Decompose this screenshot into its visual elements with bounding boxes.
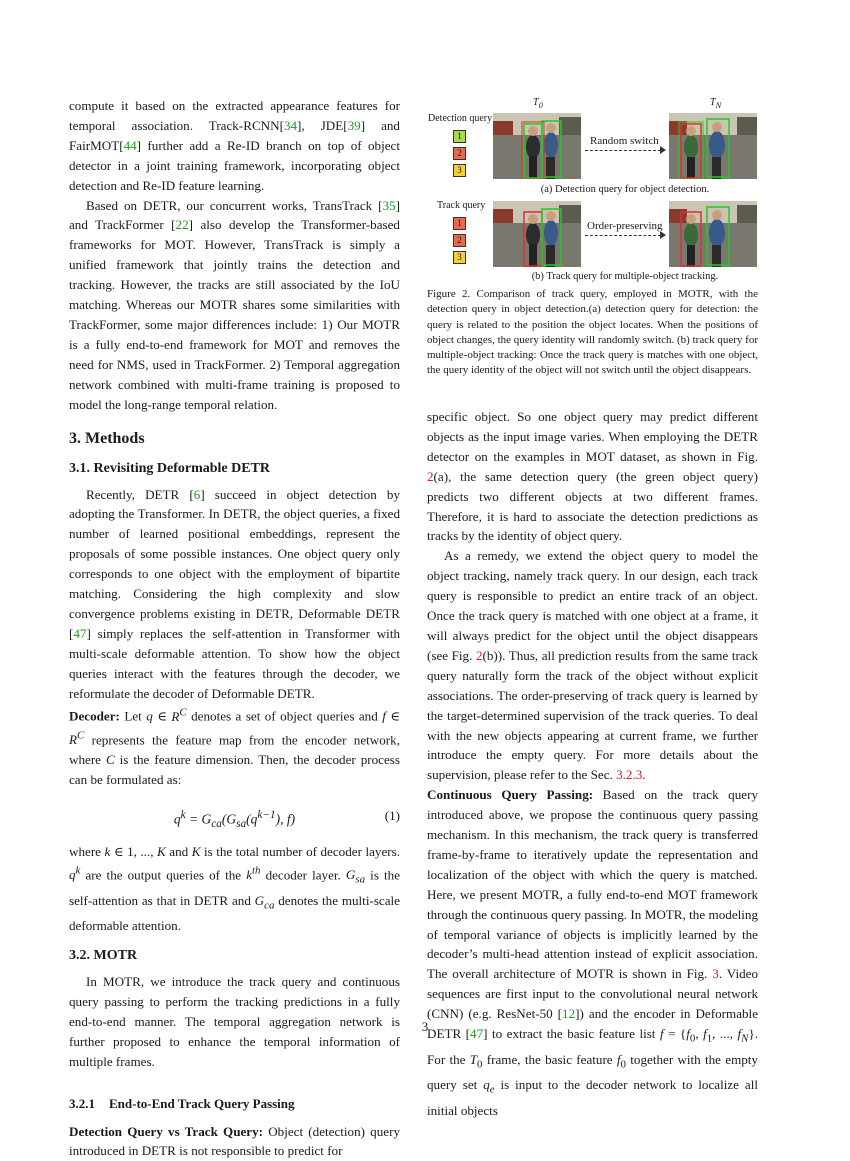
order-preserving-arrow (585, 235, 661, 236)
detection-query-boxes (453, 130, 466, 181)
section-heading: 3. Methods (69, 429, 145, 447)
query-box: 2 (453, 234, 466, 247)
frame-tn-track-image (669, 201, 757, 267)
subcaption-b: (b) Track query for multiple-object tracking. (531, 271, 719, 282)
track-query-label: Track query (437, 200, 486, 211)
frame-t0-track-image (493, 201, 581, 267)
paragraph: specific object. So one object query may predict different objects as the input image varies. When employing the DETR detector on the examples in MOT dataset, as shown in Fig. 2(a), the same detection query (the green object query) predicts two different objects at two different frames. Therefore, it is hard to associate the detection predictions as tracks by the identity of object query. (427, 409, 758, 544)
detection-query-label: Detection query (428, 113, 493, 124)
paragraph: Detection Query vs Track Query: Object (detection) query introduced in DETR is not responsible to predict for (69, 1123, 400, 1159)
query-box: 3 (453, 164, 466, 177)
track-query-boxes (453, 217, 466, 268)
paragraph: Recently, DETR [6] succeed in object detection by adopting the Transformer. In DETR, the object queries, a fixed number of learned positional embeddings, represent the proposals of some possible instances. One object query only corresponds to one object with the employment of bipartite matching. Considering the high complexity and slow convergence problems existing in DETR, Deformable DETR [47] simply replaces the self-attention in Transformer with multi-scale deformable attention. To show how the object queries interact with the features through the decoder, we reformulate the decoder of Deformable DETR. (69, 486, 400, 701)
frame-tn-image (669, 113, 757, 179)
tn-label: $T_N$ (710, 97, 722, 110)
subsection-heading: 3.2. MOTR (69, 948, 138, 964)
query-box: 2 (453, 147, 466, 160)
subcaption-a: (a) Detection query for object detection. (540, 184, 710, 195)
subsection-heading: 3.1. Revisiting Deformable DETR (69, 460, 271, 476)
figure-caption: Figure 2. Comparison of track query, employed in MOTR, with the detection query in object detection.(a) detection query for detection: the query is related to the position the object locates. When the positions of object changes, the query identity will randomly switch. (b) track query for multiple-object tracking: Once the track query is matches with one object, the query identity of the object will not switch until the object disappears. (427, 288, 758, 377)
left-column (69, 96, 400, 1161)
right-column (427, 407, 758, 1121)
paragraph: As a remedy, we extend the object query to model the object tracking, namely track query. In our design, each track query is responsible to predict an entire track of an object. Once the track query is matched with one object at a frame, it will always predict for the object until the object disappears (see Fig. 2(b)). Thus, all prediction results from the same track query naturally form the track of the object without explicit associations. The order-preserving of track query is learned by the target-determined supervision of the track queries. To deal with the new objects appearing at current frame, we further introduce the empty query. For more details about the supervision, please refer to the Sec. 3.2.3. (427, 548, 758, 783)
t0-label: $T_0$ (533, 97, 543, 110)
random-switch-arrow (585, 150, 661, 151)
query-box: 1 (453, 130, 466, 143)
query-box: 1 (453, 217, 466, 230)
paragraph: Based on DETR, our concurrent works, TransTrack [35] and TrackFormer [22] also develop the Transformer-based frameworks for MOT. However, TransTrack is simply a unified framework that jointly trains the detection and tracking. However, the tracks are still associated by the IoU matching. Whereas our MOTR shares some similarities with TrackFormer, some major differences include: 1) Our MOTR is a fully end-to-end framework for MOT and removes the need for NMS, used in TrackFormer. 2) Temporal aggregation network combined with multi-frame training is proposed to model the long-range temporal relation. (69, 197, 400, 412)
page-number: 3 (421, 1019, 429, 1034)
paragraph: compute it based on the extracted appearance features for temporal association. Track-RCNN[34], JDE[39] and FairMOT[44] further add a Re-ID branch on top of object detector in a joint training framework, incorporating object detection and Re-ID feature learning. (69, 98, 400, 193)
equation-number: (1) (384, 807, 400, 823)
order-preserving-label: Order-preserving (587, 220, 663, 232)
subsubsection-heading: 3.2.1 End-to-End Track Query Passing (69, 1095, 295, 1111)
query-box: 3 (453, 251, 466, 264)
equation: $q^k = G_{ca}(G_{sa}(q^{k-1})$, f) (1) (173, 807, 400, 830)
random-switch-label: Random switch (590, 135, 659, 147)
frame-t0-image (493, 113, 581, 179)
paragraph: Continuous Query Passing: Based on the track query introduced above, we propose the continuous query passing mechanism. In this mechanism, the track query is transferred frame-by-frame to iteratively update the representation and localization of the object with which the query is matched. Here, we present MOTR, a fully end-to-end MOT framework through the continuous query passing. In MOTR, the modeling of temporal variance of objects is implicitly learned by the decoder’s multi-head attention instead of explicit association. The overall architecture of MOTR is shown in Fig. 3. Video sequences are first input to the convolutional neural network (CNN) (e.g. ResNet-50 [12]) and the encoder in Deformable DETR [47] to extract the basic feature list $f = \{f_0$, $f_1$, ..., $f_N$}. For the $T_0$ frame, the basic feature $f_0$ together with the empty query set $q_e$ is input to the decoder network to localize all initial objects (427, 787, 759, 1118)
paragraph: where k ∈ 1, ..., K and K is the total number of decoder layers. $q^k$ are the output queries of the $k^{th}$ decoder layer. $G_{sa}$ is the self-attention as that in DETR and $G_{ca}$ denotes the multi-scale deformable attention. (69, 843, 401, 934)
paragraph: Decoder: Let q ∈ $R^C$ denotes a set of object queries and f ∈ $R^C$ represents the feature map from the encoder network, where C is the feature dimension. Then, the decoder process can be formulated as: (69, 706, 400, 787)
paragraph: In MOTR, we introduce the track query and continuous query passing to perform the tracking predictions in a fully end-to-end manner. The temporal aggregation network is further proposed to enhance the temporal information of multiple frames. (69, 974, 400, 1069)
